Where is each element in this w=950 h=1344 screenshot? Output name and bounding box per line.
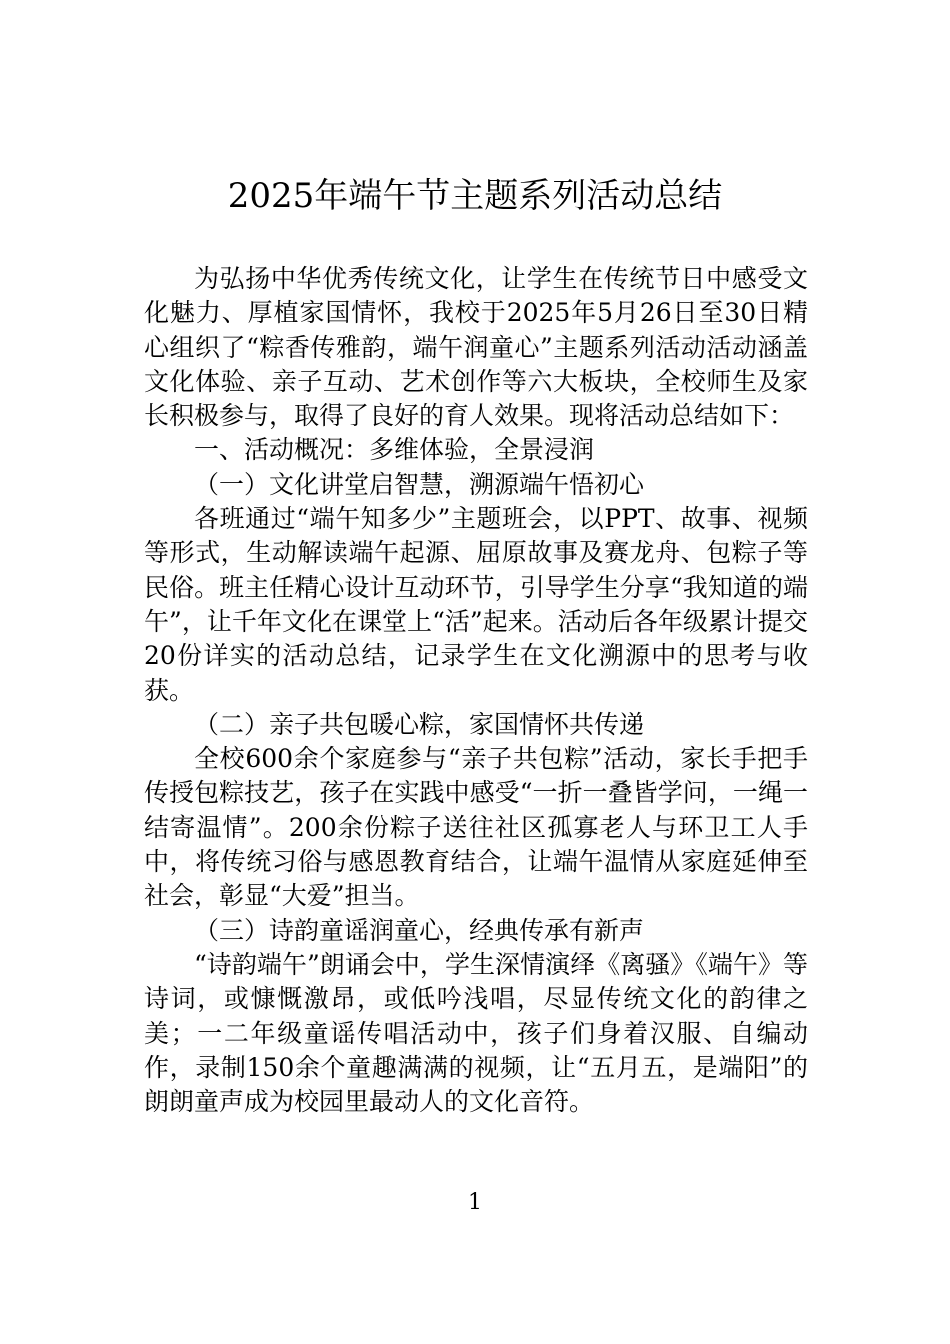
subsection-heading-culture-lecture: （一）文化讲堂启智慧，溯源端午悟初心 [194, 469, 645, 499]
subsection-heading-family-zongzi: （二）亲子共包暖心粽，家国情怀共传递 [194, 709, 645, 739]
document-title: 2025年端午节主题系列活动总结 [227, 176, 723, 216]
paragraph-family-zongzi: 全校600余个家庭参与“亲子共包粽”活动，家长手把手传授包粽技艺，孩子在实践中感受“一折一叠皆学问，一绳一结寄温情”。200余份粽子送往社区孤寡老人与环卫工人手中，将传统习俗与感恩教育结合，让端午温情从家庭延伸至社会，彰显“大爱”担当。 [144, 744, 808, 911]
paragraph-culture-lecture: 各班通过“端午知多少”主题班会，以PPT、故事、视频等形式，生动解读端午起源、屈原故事及赛龙舟、包粽子等民俗。班主任精心设计互动环节，引导学生分享“我知道的端午”，让千年文化在课堂上“活”起来。活动后各年级累计提交20份详实的活动总结，记录学生在文化溯源中的思考与收获。 [144, 504, 808, 705]
intro-paragraph: 为弘扬中华优秀传统文化，让学生在传统节日中感受文化魅力、厚植家国情怀，我校于2025年5月26日至30日精心组织了“粽香传雅韵，端午润童心”主题系列活动活动涵盖文化体验、亲子互动、艺术创作等六大板块，全校师生及家长积极参与，取得了良好的育人效果。现将活动总结如下： [144, 264, 808, 431]
section-heading-overview: 一、活动概况：多维体验，全景浸润 [194, 435, 595, 465]
subsection-heading-poetry: （三）诗韵童谣润童心，经典传承有新声 [194, 915, 645, 945]
paragraph-poetry: “诗韵端午”朗诵会中，学生深情演绎《离骚》《端午》等诗词，或慷慨激昂，或低吟浅唱，尽显传统文化的韵律之美；一二年级童谣传唱活动中，孩子们身着汉服、自编动作，录制150余个童趣满满的视频，让“五月五，是端阳”的朗朗童声成为校园里最动人的文化音符。 [144, 949, 808, 1117]
page-number: 1 [468, 1190, 482, 1215]
document-body [144, 262, 808, 1119]
